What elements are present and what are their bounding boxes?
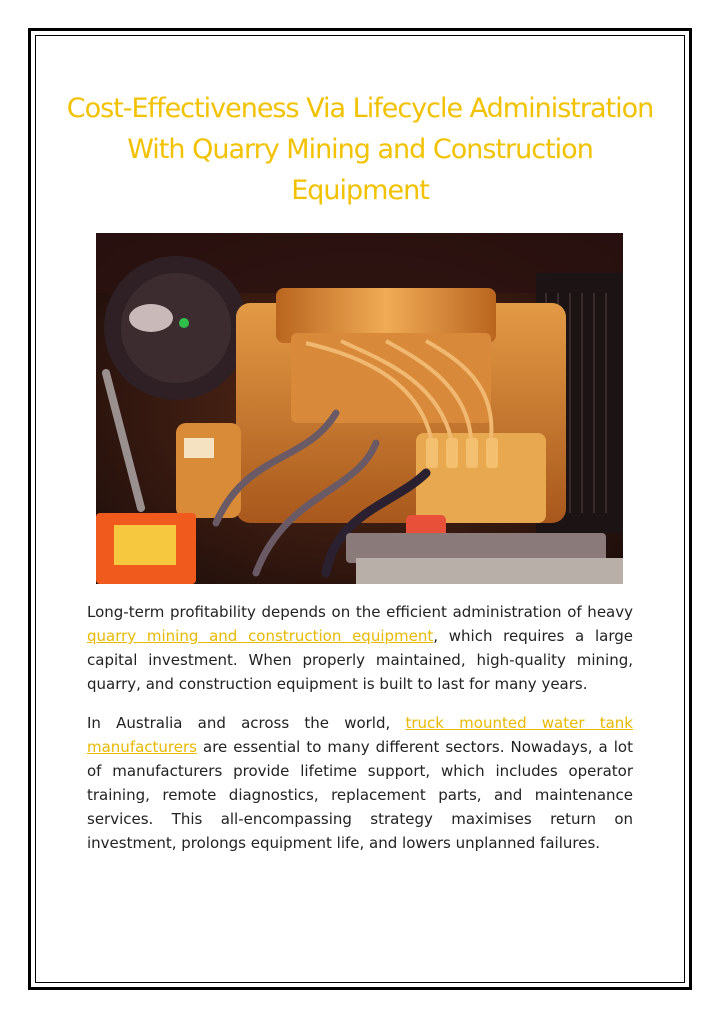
link-truck-mounted-water-tank[interactable]: truck mounted water tank manufacturers bbox=[87, 714, 633, 756]
page-title: Cost-Effectiveness Via Lifecycle Administration With Quarry Mining and Construction Equipment bbox=[66, 93, 654, 206]
paragraph-1-text-after: , which requires a large capital investment. When properly maintained, high-quality mining, quarry, and construction equipment is built to last for many years. bbox=[87, 627, 633, 693]
paragraph-2-text-after: are essential to many different sectors. Nowadays, a lot of manufacturers provide lifetime support, which includes operator training, remote diagnostics, replacement parts, and maintenance services. This all-encompassing strategy maximises return on investment, prolongs equipment life, and lowers unplanned failures. bbox=[87, 738, 633, 852]
link-quarry-mining-equipment[interactable]: quarry mining and construction equipment bbox=[87, 627, 434, 645]
paragraph-1 bbox=[87, 600, 633, 696]
paragraph-2 bbox=[87, 711, 633, 855]
paragraph-2-text-before: In Australia and across the world, bbox=[87, 714, 406, 732]
engine-photo bbox=[96, 233, 623, 584]
paragraph-1-text-before: Long-term profitability depends on the efficient administration of heavy bbox=[87, 603, 633, 621]
